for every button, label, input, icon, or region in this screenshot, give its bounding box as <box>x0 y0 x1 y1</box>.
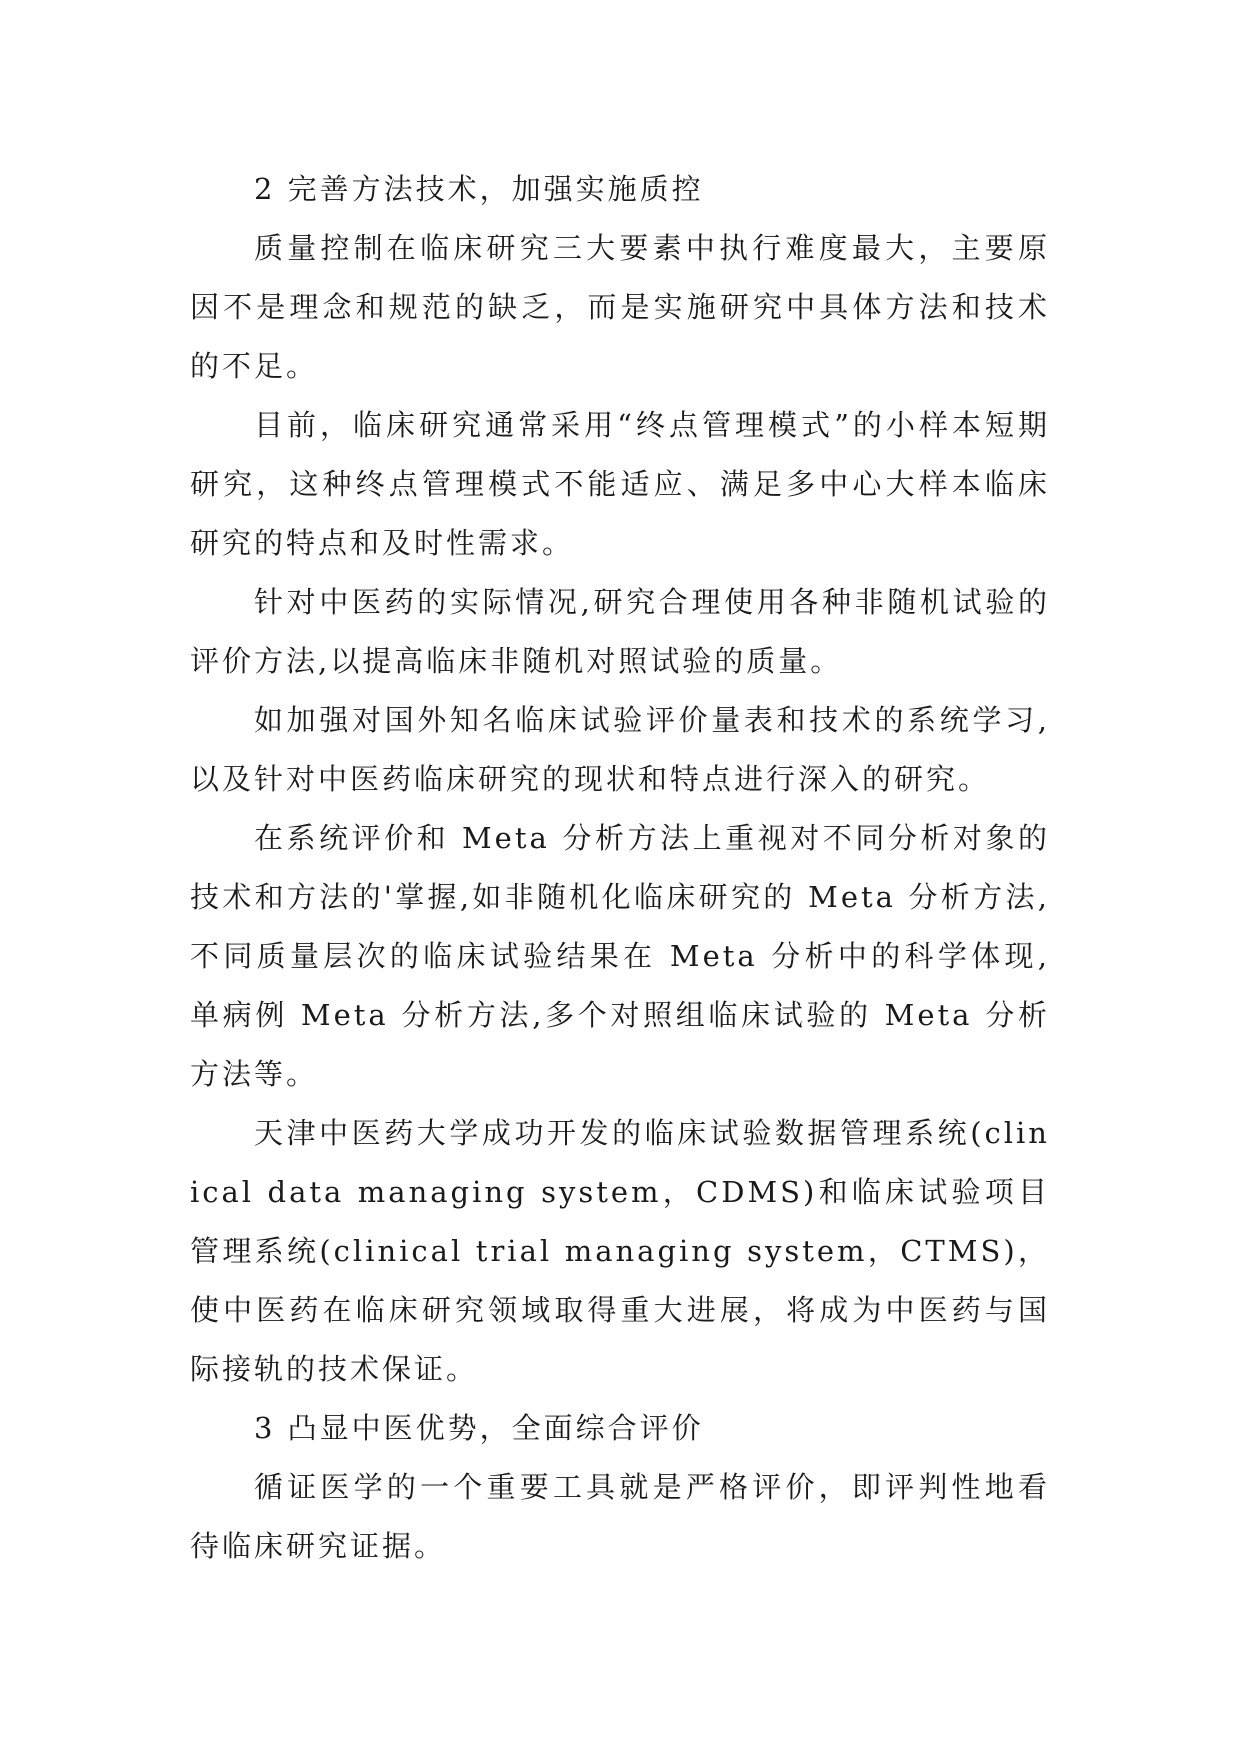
section-heading-3: 3 凸显中医优势，全面综合评价 <box>254 1411 704 1445</box>
paragraph-meta-analysis: 在系统评价和 Meta 分析方法上重视对不同分析对象的技术和方法的'掌握,如非随机化临床研究的 Meta 分析方法,不同质量层次的临床试验结果在 Meta 分析中的科学体现,单病例 Meta 分析方法,多个对照组临床试验的 Meta 分析方法等。 <box>190 821 1050 1091</box>
paragraph-evaluation-scales: 如加强对国外知名临床试验评价量表和技术的系统学习,以及针对中医药临床研究的现状和特点进行深入的研究。 <box>190 703 1050 796</box>
section-heading-2: 2 完善方法技术，加强实施质控 <box>254 172 704 206</box>
paragraph-endpoint-management: 目前，临床研究通常采用“终点管理模式”的小样本短期研究，这种终点管理模式不能适应、满足多中心大样本临床研究的特点和及时性需求。 <box>190 408 1050 560</box>
paragraph-quality-control: 质量控制在临床研究三大要素中执行难度最大，主要原因不是理念和规范的缺乏，而是实施研究中具体方法和技术的不足。 <box>190 231 1050 383</box>
paragraph-non-random-trials: 针对中医药的实际情况,研究合理使用各种非随机试验的评价方法,以提高临床非随机对照试验的质量。 <box>190 585 1050 678</box>
document-page <box>190 160 1050 1576</box>
paragraph-critical-appraisal: 循证医学的一个重要工具就是严格评价，即评判性地看待临床研究证据。 <box>190 1470 1050 1563</box>
paragraph-cdms-ctms: 天津中医药大学成功开发的临床试验数据管理系统(clinical data managing system，CDMS)和临床试验项目管理系统(clinical trial managing system，CTMS)，使中医药在临床研究领域取得重大进展，将成为中医药与国际接轨的技术保证。 <box>190 1116 1050 1386</box>
